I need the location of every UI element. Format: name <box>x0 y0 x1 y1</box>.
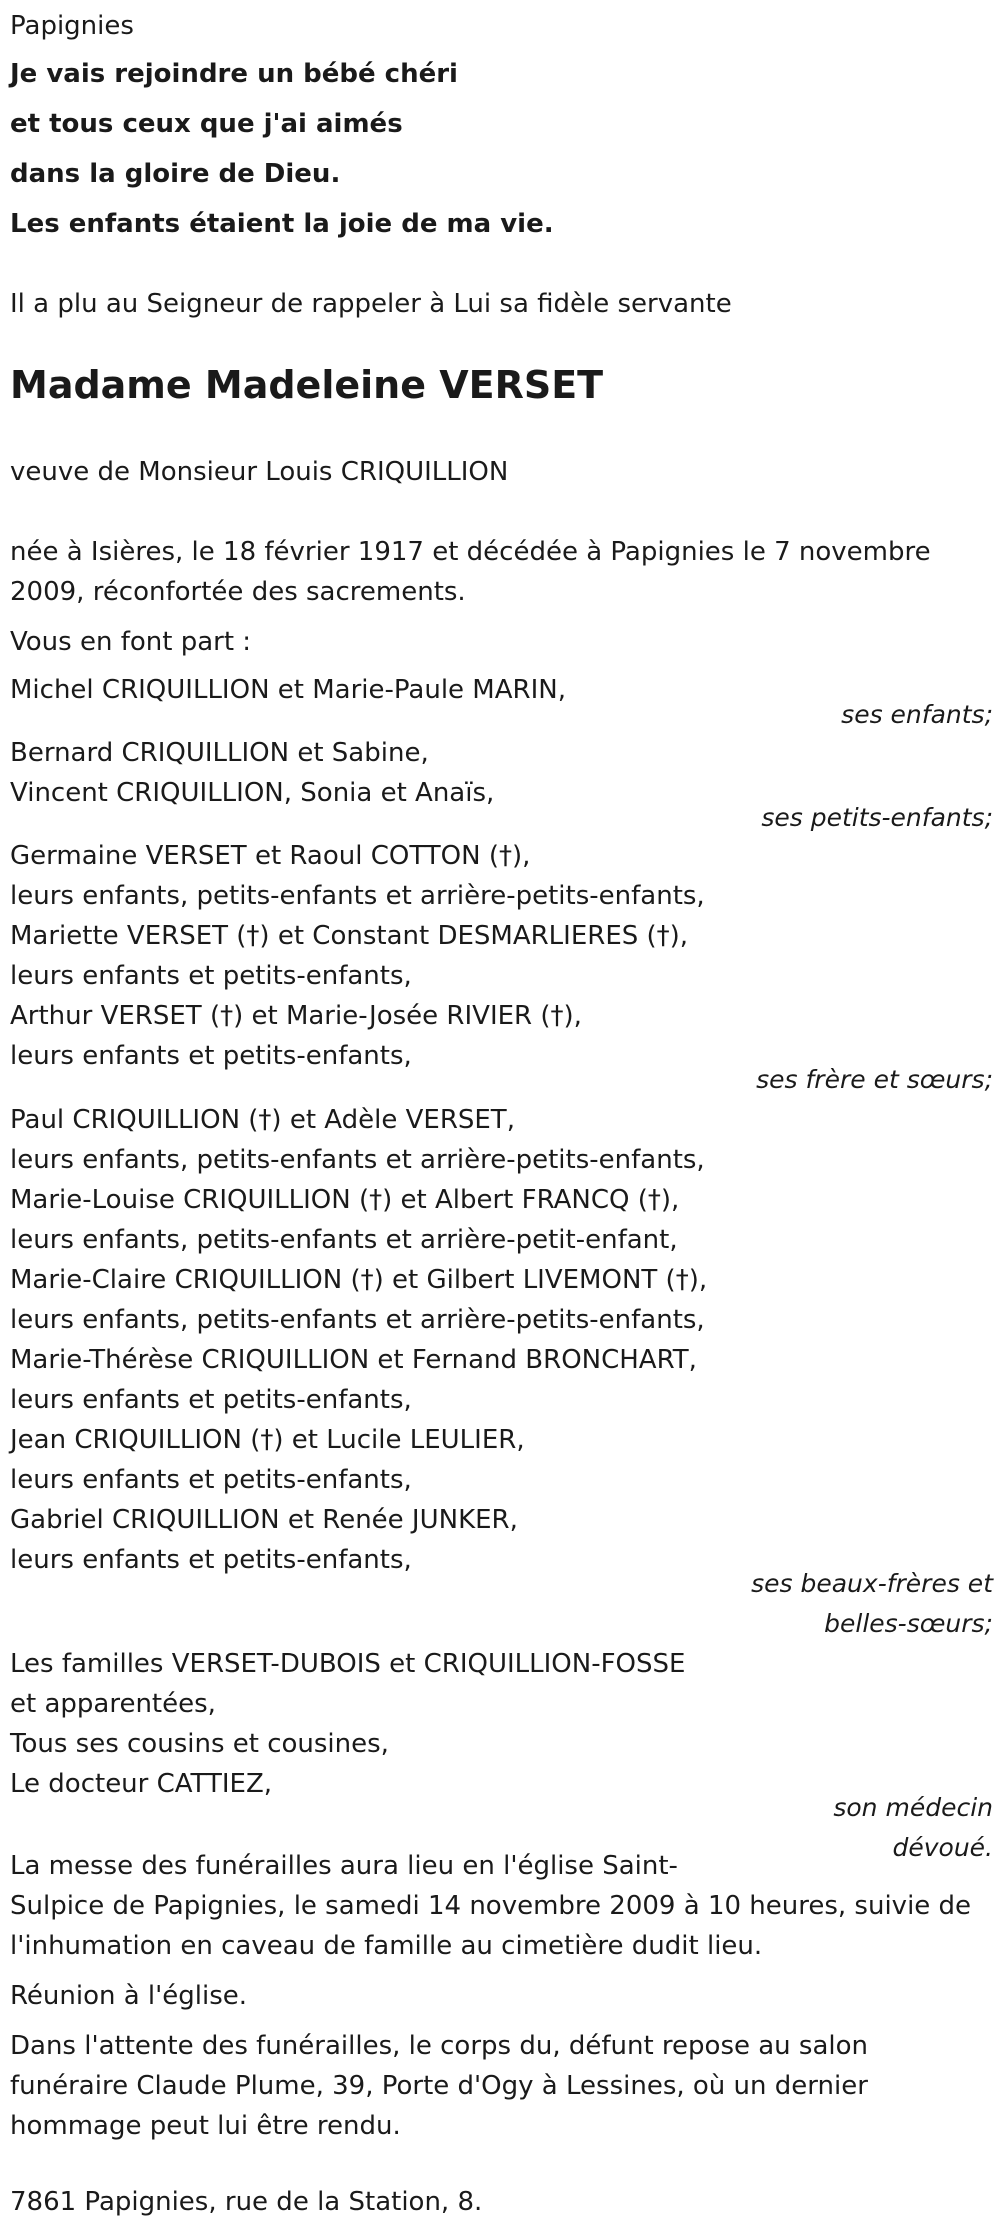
relation-label: son médecin <box>833 1793 993 1822</box>
family-line: Vincent CRIQUILLION, Sonia et Anaïs, <box>10 778 495 808</box>
place-heading: Papignies <box>10 11 134 41</box>
relation-label: ses enfants; <box>841 700 993 729</box>
relation-label: ses petits-enfants; <box>761 803 993 832</box>
meeting-text: Réunion à l'église. <box>10 1981 248 2011</box>
wake-line: hommage peut lui être rendu. <box>10 2111 401 2141</box>
funeral-line: l'inhumation en caveau de famille au cimetière dudit lieu. <box>10 1931 763 1961</box>
family-line: leurs enfants et petits-enfants, <box>10 1385 412 1415</box>
family-line: et apparentées, <box>10 1689 216 1719</box>
family-line: leurs enfants et petits-enfants, <box>10 1465 412 1495</box>
intro-text: Il a plu au Seigneur de rappeler à Lui sa fidèle servante <box>10 289 732 319</box>
verse-line: dans la gloire de Dieu. <box>10 159 341 189</box>
family-line: leurs enfants, petits-enfants et arrière-petits-enfants, <box>10 881 705 911</box>
family-line: Germaine VERSET et Raoul COTTON (†), <box>10 841 531 871</box>
widow-text: veuve de Monsieur Louis CRIQUILLION <box>10 457 509 487</box>
family-line: Arthur VERSET (†) et Marie-Josée RIVIER (†), <box>10 1001 582 1031</box>
verse-line: Les enfants étaient la joie de ma vie. <box>10 209 554 239</box>
wake-line: funéraire Claude Plume, 39, Porte d'Ogy à Lessines, où un dernier <box>10 2071 868 2101</box>
wake-line: Dans l'attente des funérailles, le corps du, défunt repose au salon <box>10 2031 869 2061</box>
family-line: leurs enfants et petits-enfants, <box>10 961 412 991</box>
funeral-line: Sulpice de Papignies, le samedi 14 novembre 2009 à 10 heures, suivie de <box>10 1891 972 1921</box>
family-line: Marie-Claire CRIQUILLION (†) et Gilbert LIVEMONT (†), <box>10 1265 708 1295</box>
relation-label: dévoué. <box>892 1833 993 1862</box>
family-line: Marie-Louise CRIQUILLION (†) et Albert FRANCQ (†), <box>10 1185 680 1215</box>
address-text: 7861 Papignies, rue de la Station, 8. <box>10 2187 483 2217</box>
family-line: Le docteur CATTIEZ, <box>10 1769 273 1799</box>
relation-label: ses beaux-frères et <box>751 1569 993 1598</box>
family-line: leurs enfants et petits-enfants, <box>10 1041 412 1071</box>
family-line: Jean CRIQUILLION (†) et Lucile LEULIER, <box>10 1425 525 1455</box>
funeral-line: La messe des funérailles aura lieu en l'église Saint- <box>10 1851 678 1881</box>
family-line: Paul CRIQUILLION (†) et Adèle VERSET, <box>10 1105 515 1135</box>
announce-text: Vous en font part : <box>10 627 252 657</box>
family-line: leurs enfants, petits-enfants et arrière-petit-enfant, <box>10 1225 678 1255</box>
family-line: Marie-Thérèse CRIQUILLION et Fernand BRONCHART, <box>10 1345 697 1375</box>
relation-label: ses frère et sœurs; <box>756 1065 993 1094</box>
family-line: leurs enfants et petits-enfants, <box>10 1545 412 1575</box>
family-line: Gabriel CRIQUILLION et Renée JUNKER, <box>10 1505 518 1535</box>
family-line: Les familles VERSET-DUBOIS et CRIQUILLION-FOSSE <box>10 1649 686 1679</box>
relation-label: belles-sœurs; <box>824 1609 993 1638</box>
family-line: Tous ses cousins et cousines, <box>10 1729 389 1759</box>
verse-line: et tous ceux que j'ai aimés <box>10 109 403 139</box>
family-line: leurs enfants, petits-enfants et arrière-petits-enfants, <box>10 1305 705 1335</box>
family-line: Mariette VERSET (†) et Constant DESMARLIERES (†), <box>10 921 689 951</box>
birth-death-line: 2009, réconfortée des sacrements. <box>10 577 466 607</box>
verse-line: Je vais rejoindre un bébé chéri <box>10 59 458 89</box>
family-line: Michel CRIQUILLION et Marie-Paule MARIN, <box>10 675 566 705</box>
birth-death-line: née à Isières, le 18 février 1917 et décédée à Papignies le 7 novembre <box>10 537 931 567</box>
deceased-name: Madame Madeleine VERSET <box>10 363 604 407</box>
family-line: Bernard CRIQUILLION et Sabine, <box>10 738 429 768</box>
family-line: leurs enfants, petits-enfants et arrière-petits-enfants, <box>10 1145 705 1175</box>
